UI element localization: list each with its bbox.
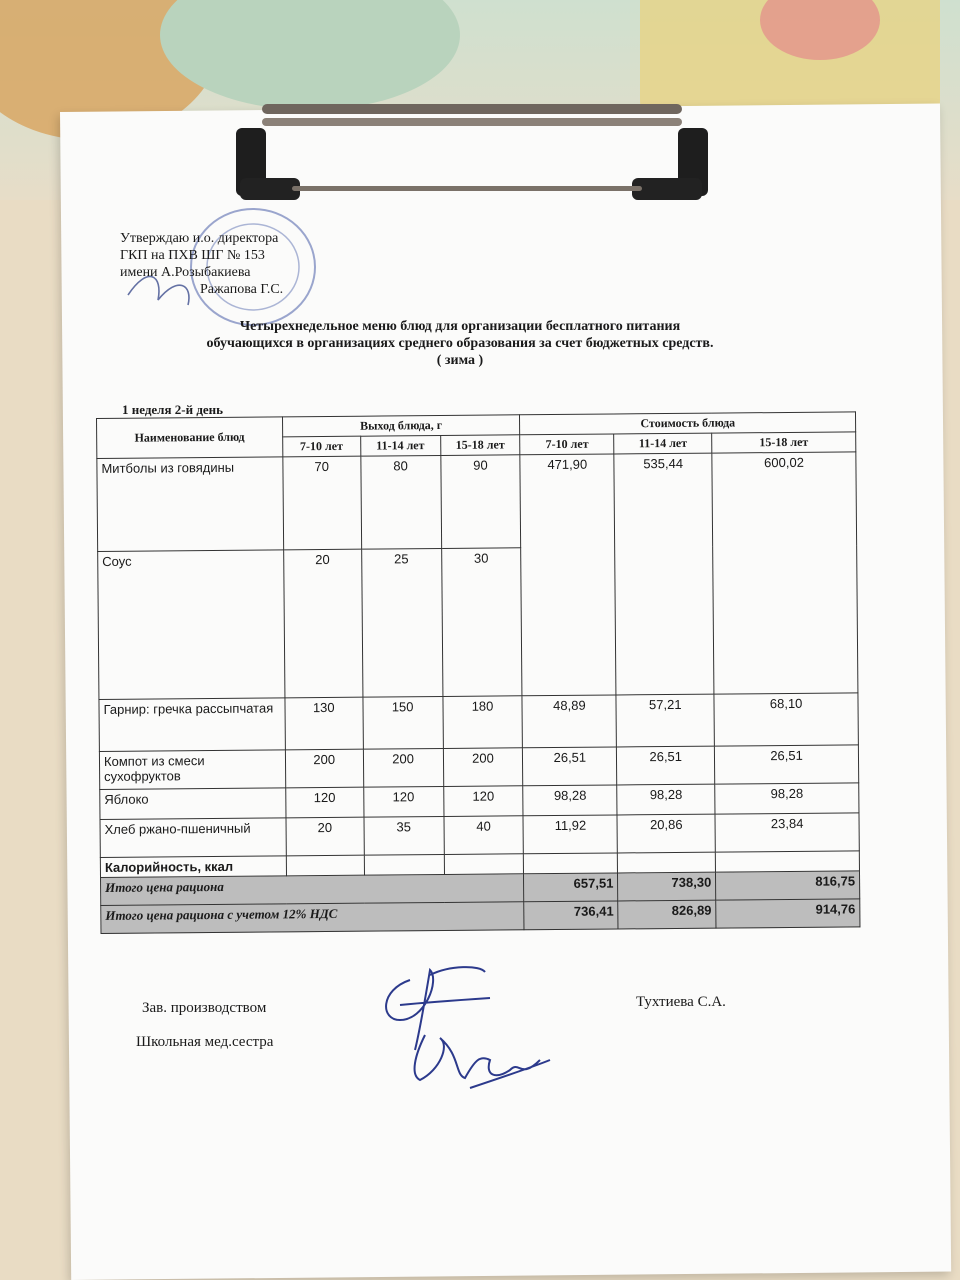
cost-cell: 68,10 (714, 693, 858, 746)
signer-name: Тухтиева С.А. (636, 994, 726, 1010)
yield-cell: 180 (442, 696, 522, 749)
age-header: 15-18 лет (712, 432, 856, 453)
age-header: 7-10 лет (520, 434, 614, 455)
cost-cell: 600,02 (712, 452, 858, 694)
table-row (97, 452, 857, 552)
table-row (99, 693, 858, 752)
menu-table (96, 411, 860, 934)
total-cell: 738,30 (618, 872, 716, 901)
total-vat-cell: 736,41 (524, 901, 618, 930)
age-header: 11-14 лет (614, 433, 712, 454)
yield-cell: 150 (363, 696, 443, 749)
cost-cell: 26,51 (617, 746, 715, 785)
age-header: 15-18 лет (440, 435, 520, 456)
yield-cell: 20 (283, 549, 362, 698)
cost-cell: 98,28 (617, 784, 715, 815)
yield-cell: 200 (285, 749, 363, 788)
document-title (120, 318, 800, 369)
yield-cell: 40 (444, 816, 524, 855)
cost-cell: 23,84 (715, 813, 859, 852)
approval-line: Утверждаю и.о. директора (120, 231, 279, 246)
cost-cell: 11,92 (523, 815, 617, 854)
empty-cell (618, 852, 716, 873)
cost-cell: 98,28 (523, 785, 617, 816)
yield-cell: 200 (363, 748, 443, 787)
age-header: 11-14 лет (360, 435, 440, 456)
total-cell: 816,75 (716, 871, 860, 900)
table-row (100, 813, 859, 858)
yield-cell: 120 (443, 786, 523, 817)
cost-cell: 26,51 (715, 745, 859, 784)
empty-cell (715, 851, 859, 872)
yield-cell: 25 (361, 548, 442, 697)
dish-name: Компот из смеси сухофруктов (99, 750, 285, 790)
title-season: ( зима ) (436, 353, 484, 368)
table-row (99, 745, 858, 790)
calories-label: Калорийность, ккал (100, 856, 286, 878)
empty-cell (364, 854, 444, 875)
header-dish-name: Наименование блюд (97, 417, 283, 459)
cost-cell: 535,44 (614, 453, 714, 695)
title-line: обучающихся в организациях среднего образования за счет бюджетных средств. (206, 336, 714, 351)
empty-cell (444, 854, 524, 875)
empty-cell (286, 855, 364, 876)
dish-name: Яблоко (100, 788, 286, 820)
header-yield: Выход блюда, г (282, 415, 520, 437)
approval-block (120, 230, 283, 298)
total-label: Итого цена рациона (101, 874, 525, 906)
role-production-head: Зав. производством (142, 1000, 267, 1016)
cost-cell: 98,28 (715, 783, 859, 814)
yield-cell: 35 (364, 816, 444, 855)
approval-line: ГКП на ПХВ ШГ № 153 (120, 248, 265, 263)
cost-cell: 20,86 (617, 814, 715, 853)
yield-cell: 80 (361, 455, 442, 549)
yield-cell: 130 (285, 697, 363, 750)
yield-cell: 90 (440, 455, 521, 549)
total-vat-cell: 826,89 (618, 900, 716, 929)
dish-name: Гарнир: гречка рассыпчатая (99, 698, 285, 752)
week-day-label: 1 неделя 2-й день (122, 402, 224, 417)
total-vat-cell: 914,76 (716, 899, 860, 928)
dish-name: Соус (98, 550, 285, 700)
yield-cell: 120 (286, 787, 364, 818)
dish-name: Митболы из говядины (97, 457, 284, 552)
header-cost: Стоимость блюда (520, 412, 856, 435)
approval-signer: Ражапова Г.С. (200, 282, 284, 297)
yield-cell: 70 (283, 456, 362, 550)
cost-cell: 471,90 (520, 454, 616, 696)
yield-cell: 30 (441, 548, 522, 697)
cost-cell: 26,51 (523, 747, 617, 786)
approval-line: имени А.Розыбакиева (120, 265, 251, 280)
yield-cell: 120 (363, 786, 443, 817)
handwritten-signature-icon (370, 960, 570, 1100)
title-line: Четырехнедельное меню блюд для организации бесплатного питания (239, 319, 681, 334)
cost-cell: 57,21 (616, 694, 714, 747)
age-header: 7-10 лет (282, 436, 360, 457)
clipboard-clip (232, 100, 702, 210)
total-vat-row (101, 899, 860, 934)
yield-cell: 200 (443, 748, 523, 787)
empty-cell (524, 853, 618, 874)
dish-name: Хлеб ржано-пшеничный (100, 818, 286, 858)
cost-cell: 48,89 (522, 695, 616, 748)
role-school-nurse: Школьная мед.сестра (136, 1034, 274, 1050)
total-vat-label: Итого цена рациона с учетом 12% НДС (101, 902, 525, 934)
total-cell: 657,51 (524, 873, 618, 902)
yield-cell: 20 (286, 817, 364, 856)
